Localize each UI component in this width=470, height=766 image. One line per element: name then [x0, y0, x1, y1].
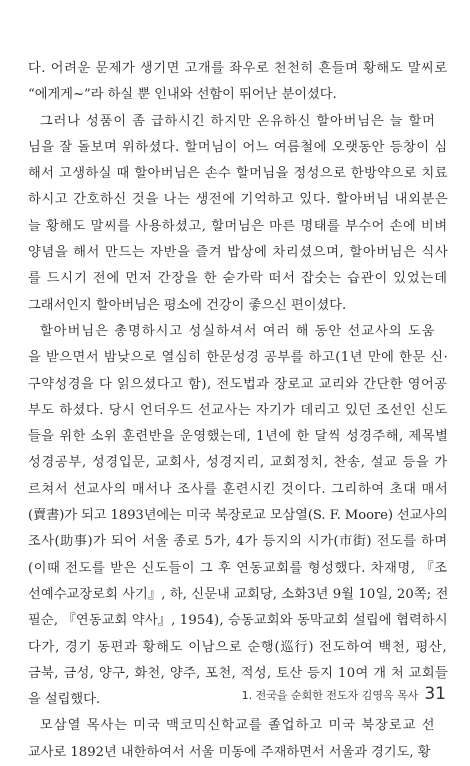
text-line: 다가, 경기 동편과 황해도 이남으로 순행(巡行) 전도하여 백천, 평산,: [28, 639, 448, 655]
text-line: 모삼열 목사는 미국 맥코믹신학교를 졸업하고 미국 북장로교 선: [40, 718, 436, 734]
text-line: 양념을 해서 만드는 자반을 즐겨 밥상에 차리셨으며, 할아버님은 식사: [28, 245, 448, 261]
paragraph: [28, 109, 448, 319]
text-line: 부도 하셨다. 당시 언더우드 선교사는 자기가 데리고 있던 조선인 신도: [28, 402, 448, 418]
paragraph: [28, 319, 448, 713]
running-title: 1. 전국을 순회한 전도자 김영옥 목사: [241, 689, 419, 702]
text-line: 르쳐서 선교사의 매서나 조사를 훈련시킨 것이다. 그리하여 초대 매서: [28, 481, 448, 497]
text-line: 그러나 성품이 좀 급하시긴 하지만 온유하신 할아버님은 늘 할머: [40, 113, 436, 129]
text-line: 하시고 간호하신 것을 나는 생전에 기억하고 있다. 할아버님 내외분은: [28, 192, 448, 208]
text-line: 할아버님은 총명하시고 성실하셔서 여러 해 동안 선교사의 도움: [40, 323, 436, 339]
text-line: 그래서인지 할아버님은 평소에 건강이 좋으신 편이셨다.: [28, 297, 347, 313]
text-line: 선예수교장로회 사기』, 하, 신문내 교회당, 소화3년 9월 10일, 20쪽; 전: [28, 586, 448, 602]
page-number: 31: [424, 684, 446, 704]
text-line: 다. 어려운 문제가 생기면 고개를 좌우로 천천히 흔들며 황해도 말씨로: [28, 61, 448, 76]
text-line: 구약성경을 다 읽으셨다고 함), 전도법과 장로교 교리와 간단한 영어공: [28, 376, 448, 392]
text-line: 을 받으면서 밤낮으로 열심히 한문성경 공부를 하고(1년 만에 한문 신·: [28, 350, 448, 366]
text-line: 성경공부, 성경입문, 교회사, 성경지리, 교회정치, 찬송, 설교 등을 가: [28, 455, 448, 471]
text-line: 금북, 금성, 양구, 화천, 양주, 포천, 적성, 토산 등지 10여 개 처 교회들: [28, 665, 448, 681]
text-line: 님을 잘 돌보며 위하셨다. 할머님이 어느 여름철에 오랫동안 등창이 심: [28, 139, 448, 155]
text-line: 교사로 1892년 내한하여서 서울 미동에 주재하면서 서울과 경기도, 황: [28, 744, 431, 760]
page-body: [28, 56, 448, 766]
text-line: 를 드시기 전에 먼저 간장을 한 숟가락 떠서 잡숫는 습관이 있었는데: [28, 271, 448, 287]
text-line: 필순, 『연동교회 약사』, 1954), 승동교회와 동막교회 설립에 협력하시: [28, 613, 448, 629]
text-line: 해서 고생하실 때 할아버님은 손수 할머님을 정성으로 한방약으로 치료: [28, 166, 448, 182]
text-line: 조사(助事)가 되어 서울 종로 5가, 4가 등지의 시가(市街) 전도를 하며: [28, 534, 448, 550]
text-line: (賣書)가 되고 1893년에는 미국 북장로교 모삼열(S. F. Moore) 선교사의: [28, 508, 448, 524]
page-footer: [242, 684, 446, 704]
paragraph: [28, 56, 448, 109]
text-line: 늘 황해도 말씨를 사용하셨고, 할머님은 마른 명태를 부수어 손에 비벼: [28, 218, 448, 234]
text-line: 들을 위한 소위 훈련반을 운영했는데, 1년에 한 달씩 성경주해, 제목별: [28, 429, 448, 445]
text-line: “에게게~”라 하실 뿐 인내와 선함이 뛰어난 분이셨다.: [28, 87, 337, 103]
paragraph: [28, 713, 448, 766]
text-line: (이때 전도를 받은 신도들이 그 후 연동교회를 형성했다. 차재명, 『조: [28, 560, 448, 576]
text-line: 을 설립했다.: [28, 692, 101, 708]
